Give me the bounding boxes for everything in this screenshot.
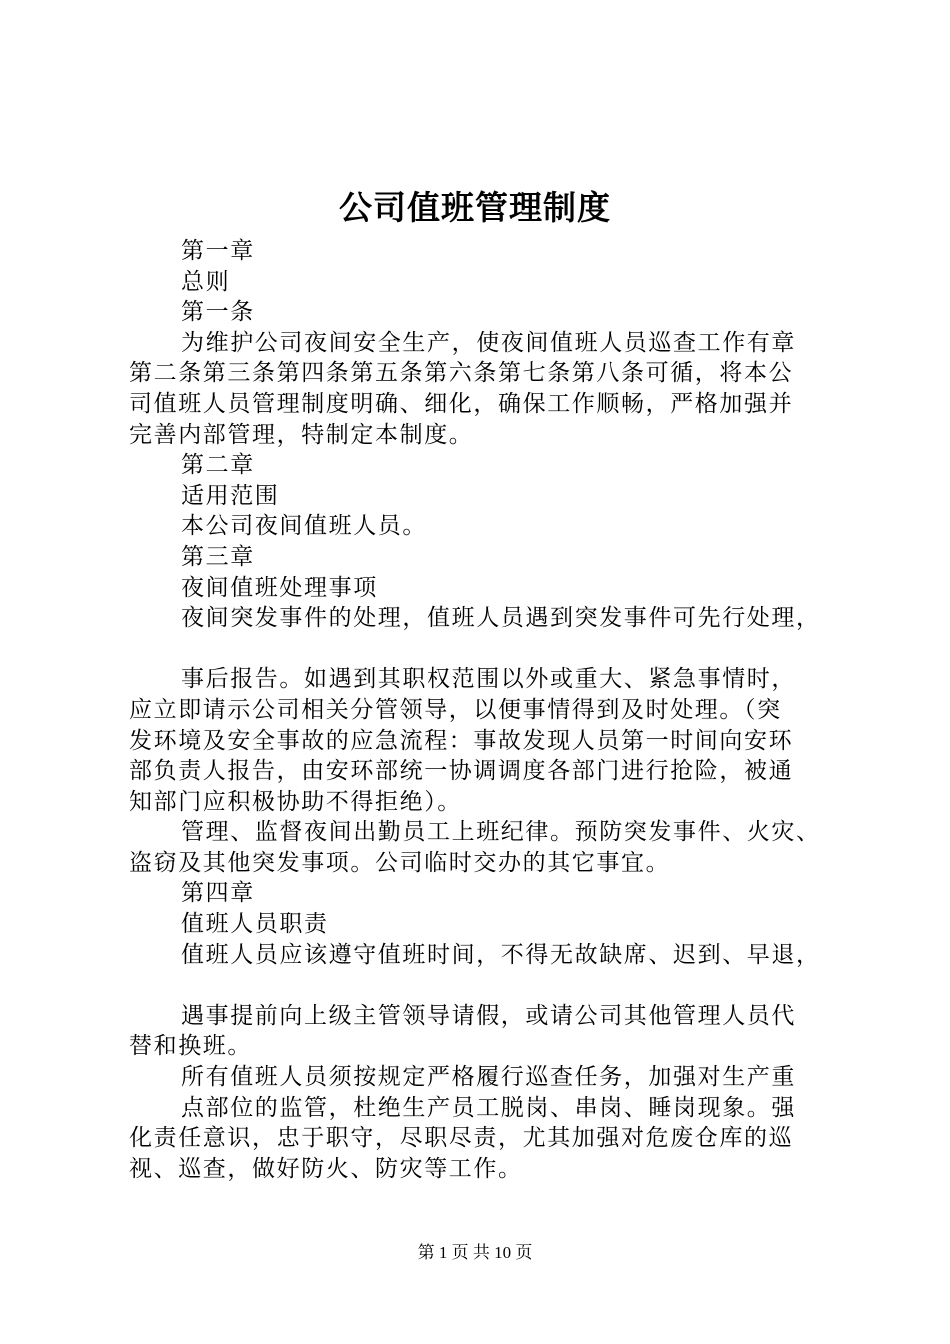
paragraph-line: 管理、监督夜间出勤员工上班纪律。预防突发事件、火灾、 — [181, 819, 821, 846]
chapter-heading: 第四章 — [181, 880, 255, 907]
article-heading: 第一条 — [181, 299, 255, 326]
paragraph-line: 完善内部管理，特制定本制度。 — [129, 421, 474, 448]
paragraph-line: 知部门应积极协助不得拒绝）。 — [129, 788, 462, 815]
chapter-heading: 第一章 — [181, 238, 255, 264]
chapter-heading: 第三章 — [181, 543, 255, 570]
document-title: 公司值班管理制度 — [339, 188, 611, 227]
paragraph-line: 所有值班人员须按规定严格履行巡查任务，加强对生产重 — [181, 1064, 796, 1091]
paragraph-line: 盗窃及其他突发事项。公司临时交办的其它事宜。 — [129, 849, 671, 876]
paragraph-line: 部负责人报告，由安环部统一协调调度各部门进行抢险，被通 — [129, 758, 794, 785]
paragraph-line: 夜间突发事件的处理，值班人员遇到突发事件可先行处理， — [181, 605, 821, 632]
paragraph-line: 司值班人员管理制度明确、细化，确保工作顺畅，严格加强并 — [129, 390, 794, 417]
blank-line — [129, 970, 834, 1001]
paragraph-line: 本公司夜间值班人员。 — [181, 513, 427, 540]
chapter-title: 值班人员职责 — [181, 911, 329, 938]
paragraph-line: 点部位的监管，杜绝生产员工脱岗、串岗、睡岗现象。强 — [181, 1094, 796, 1121]
chapter-heading: 第二章 — [181, 452, 255, 479]
paragraph-line: 为维护公司夜间安全生产，使夜间值班人员巡查工作有章 — [181, 329, 796, 356]
paragraph-line: 第二条第三条第四条第五条第六条第七条第八条可循，将本公 — [129, 360, 794, 387]
chapter-title: 总则 — [181, 268, 231, 295]
paragraph-line: 化责任意识，忠于职守，尽职尽责，尤其加强对危废仓库的巡 — [129, 1125, 794, 1152]
paragraph-line: 应立即请示公司相关分管领导，以便事情得到及时处理。（突 — [129, 696, 782, 723]
blank-line — [129, 634, 834, 665]
document-body — [129, 236, 834, 1184]
paragraph-line: 遇事提前向上级主管领导请假，或请公司其他管理人员代 — [181, 1002, 796, 1029]
paragraph-line: 视、巡查，做好防火、防灾等工作。 — [129, 1155, 523, 1182]
page-number-footer: 第 1 页 共 10 页 — [417, 1243, 533, 1262]
chapter-title: 适用范围 — [181, 482, 280, 509]
paragraph-line: 事后报告。如遇到其职权范围以外或重大、紧急事情时， — [181, 666, 796, 693]
paragraph-line: 值班人员应该遵守值班时间，不得无故缺席、迟到、早退， — [181, 941, 821, 968]
paragraph-line: 发环境及安全事故的应急流程：事故发现人员第一时间向安环 — [129, 727, 794, 754]
chapter-title: 夜间值班处理事项 — [181, 574, 378, 601]
paragraph-line: 替和换班。 — [129, 1033, 252, 1060]
